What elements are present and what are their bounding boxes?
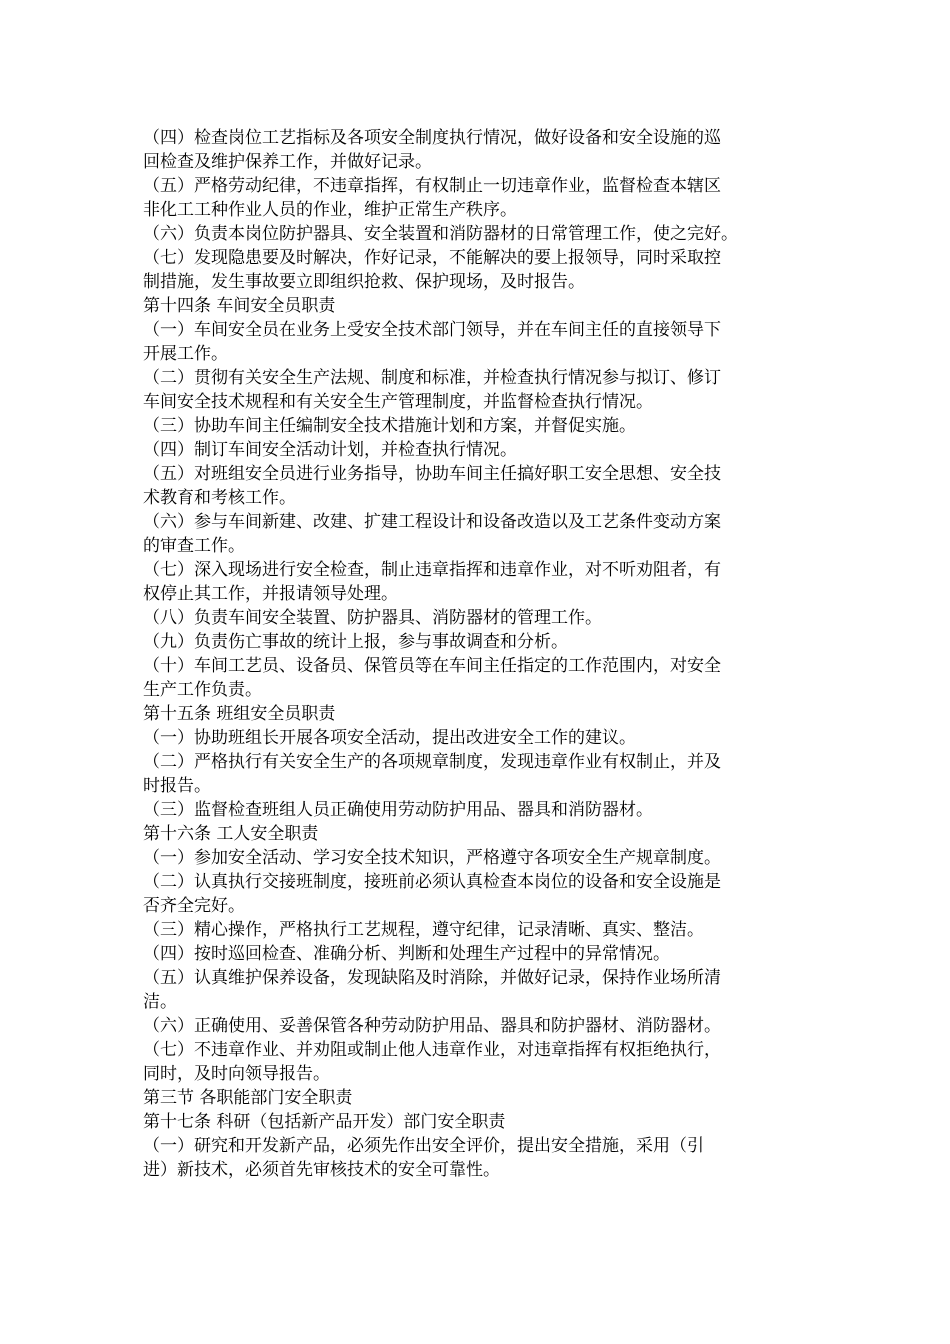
- text-line: （十）车间工艺员、设备员、保管员等在车间主任指定的工作范围内，对安全: [143, 656, 721, 676]
- text-line: （二）贯彻有关安全生产法规、制度和标准，并检查执行情况参与拟订、修订: [143, 368, 721, 388]
- text-line: 进）新技术，必须首先审核技术的安全可靠性。: [143, 1160, 500, 1180]
- text-line: （八）负责车间安全装置、防护器具、消防器材的管理工作。: [143, 608, 602, 628]
- text-line: 第十六条 工人安全职责: [143, 824, 319, 844]
- text-line: （三）协助车间主任编制安全技术措施计划和方案，并督促实施。: [143, 416, 636, 436]
- text-line: （四）制订车间安全活动计划，并检查执行情况。: [143, 440, 517, 460]
- text-line: 洁。: [143, 992, 177, 1012]
- text-line: 第十五条 班组安全员职责: [143, 704, 336, 724]
- text-line: （五）严格劳动纪律，不违章指挥，有权制止一切违章作业，监督检查本辖区: [143, 176, 721, 196]
- text-line: （三）监督检查班组人员正确使用劳动防护用品、器具和消防器材。: [143, 800, 653, 820]
- text-line: 权停止其工作，并报请领导处理。: [143, 584, 398, 604]
- text-line: 第十四条 车间安全员职责: [143, 296, 336, 316]
- text-line: （五）对班组安全员进行业务指导，协助车间主任搞好职工安全思想、安全技: [143, 464, 721, 484]
- text-line: 术教育和考核工作。: [143, 488, 296, 508]
- text-line: 开展工作。: [143, 344, 228, 364]
- text-line: 第十七条 科研（包括新产品开发）部门安全职责: [143, 1112, 506, 1132]
- text-line: 非化工工种作业人员的作业，维护正常生产秩序。: [143, 200, 517, 220]
- text-line: （七）不违章作业、并劝阻或制止他人违章作业，对违章指挥有权拒绝执行，: [143, 1040, 721, 1060]
- text-line: 车间安全技术规程和有关安全生产管理制度，并监督检查执行情况。: [143, 392, 653, 412]
- text-line: （六）参与车间新建、改建、扩建工程设计和设备改造以及工艺条件变动方案: [143, 512, 721, 532]
- text-line: （九）负责伤亡事故的统计上报，参与事故调查和分析。: [143, 632, 568, 652]
- text-line: 第三节 各职能部门安全职责: [143, 1088, 353, 1108]
- text-line: 制措施，发生事故要立即组织抢救、保护现场，及时报告。: [143, 272, 585, 292]
- text-line: 的审查工作。: [143, 536, 245, 556]
- document-body: [143, 126, 809, 1182]
- text-line: 否齐全完好。: [143, 896, 245, 916]
- text-line: （一）参加安全活动、学习安全技术知识，严格遵守各项安全生产规章制度。: [143, 848, 721, 868]
- text-line: 生产工作负责。: [143, 680, 262, 700]
- text-line: （四）按时巡回检查、准确分析、判断和处理生产过程中的异常情况。: [143, 944, 670, 964]
- text-line: （二）认真执行交接班制度，接班前必须认真检查本岗位的设备和安全设施是: [143, 872, 721, 892]
- text-line: （五）认真维护保养设备，发现缺陷及时消除，并做好记录，保持作业场所清: [143, 968, 721, 988]
- text-line: 时报告。: [143, 776, 211, 796]
- text-line: （一）车间安全员在业务上受安全技术部门领导，并在车间主任的直接领导下: [143, 320, 721, 340]
- text-line: （四）检查岗位工艺指标及各项安全制度执行情况，做好设备和安全设施的巡: [143, 128, 721, 148]
- text-line: （七）发现隐患要及时解决，作好记录，不能解决的要上报领导，同时采取控: [143, 248, 721, 268]
- text-line: （七）深入现场进行安全检查，制止违章指挥和违章作业，对不听劝阻者，有: [143, 560, 721, 580]
- text-line: （三）精心操作，严格执行工艺规程，遵守纪律，记录清晰、真实、整洁。: [143, 920, 704, 940]
- text-line: （一）协助班组长开展各项安全活动，提出改进安全工作的建议。: [143, 728, 636, 748]
- text-line: 回检查及维护保养工作，并做好记录。: [143, 152, 432, 172]
- text-line: （一）研究和开发新产品，必须先作出安全评价，提出安全措施，采用（引: [143, 1136, 704, 1156]
- text-line: 同时，及时向领导报告。: [143, 1064, 330, 1084]
- text-line: （六）负责本岗位防护器具、安全装置和消防器材的日常管理工作，使之完好。: [143, 224, 738, 244]
- text-line: （六）正确使用、妥善保管各种劳动防护用品、器具和防护器材、消防器材。: [143, 1016, 721, 1036]
- text-line: （二）严格执行有关安全生产的各项规章制度，发现违章作业有权制止，并及: [143, 752, 721, 772]
